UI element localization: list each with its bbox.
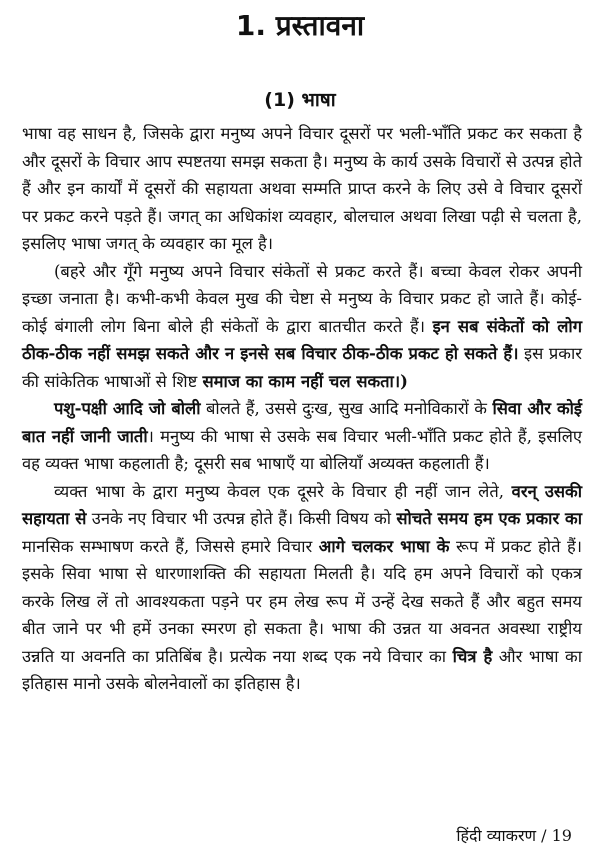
paragraph-4-part-b: वरन् उसकी सहायता से xyxy=(22,481,582,528)
paragraph-3-part-d: । मनुष्य की भाषा से उसके सब विचार भली-भाँति प्रकट होते हैं, इसलिए वह व्यक्त भाषा कहलाती है; दूसरी सब भाषाएँ या बोलियाँ अव्यक्त कहलाती हैं। xyxy=(22,426,583,473)
paragraph-4-part-a: व्यक्त भाषा के द्वारा मनुष्य केवल एक दूसरे के विचार ही नहीं जान लेते, xyxy=(54,481,512,501)
paragraph-1 xyxy=(22,120,582,258)
paragraph-4-part-e: मानसिक सम्भाषण करते हैं, जिससे हमारे विचार xyxy=(22,536,319,556)
paragraph-4-part-i: और भाषा का इतिहास मानो उसके बोलनेवालों का इतिहास है। xyxy=(22,646,582,693)
paragraph-2-part-a: (बहरे और गूँगे मनुष्य अपने विचार संकेतों से प्रकट करते हैं। बच्चा केवल रोकर अपनी इच्छा जनाता है। कभी-कभी केवल मुख की चेष्टा से मनुष्य के विचार प्रकट हो जाते हैं। कोई-कोई बंगाली लोग बिना बोले ही संकेतों के द्वारा बातचीत करते हैं। xyxy=(22,261,582,336)
paragraph-2 xyxy=(22,258,582,396)
paragraph-4 xyxy=(22,478,582,698)
chapter-title: 1. प्रस्तावना xyxy=(235,9,365,42)
paragraph-1-text: भाषा वह साधन है, जिसके द्वारा मनुष्य अपने विचार दूसरों पर भली-भाँति प्रकट कर सकता है और दूसरों के विचार आप स्पष्टतया समझ सकता है। मनुष्य के कार्य उसके विचारों से उत्पन्न होते हैं और इन कार्यों में दूसरों की सहायता अथवा सम्मति प्राप्त करने के लिए उसे वे विचार दूसरों पर प्रकट करने पड़ते हैं। जगत् का अधिकांश व्यवहार, बोलचाल अथवा लिखा पढ़ी से चलता है, इसलिए भाषा जगत् के व्यवहार का मूल है। xyxy=(22,124,582,253)
paragraph-4-part-c: उनके नए विचार भी उत्पन्न होते हैं। किसी विषय को xyxy=(86,509,397,528)
body-text xyxy=(22,120,582,698)
paragraph-2-part-d: समाज का काम नहीं चल सकता।) xyxy=(202,371,408,391)
paragraph-4-part-d: सोचते समय हम एक प्रकार का xyxy=(396,509,582,528)
paragraph-4-part-g: रूप में प्रकट होते हैं। इसके सिवा भाषा से धारणाशक्ति की सहायता मिलती है। यदि हम अपने विचारों को एकत्र करके लिख लें तो आवश्यकता पड़ने पर हम लेख रूप में उन्हें देख सकते हैं और बहुत समय बीत जाने पर भी हमें उनका स्मरण हो सकता है। भाषा की उन्नत या अवनत अवस्था राष्ट्रीय उन्नति या अवनति का प्रतिबिंब है। प्रत्येक नया शब्द एक नये विचार का xyxy=(22,536,583,666)
paragraph-3-part-c: सिवा और कोई बात नहीं जानी जाती xyxy=(22,399,582,446)
paragraph-2-part-c: इस प्रकार की सांकेतिक भाषाओं से शिष्ट xyxy=(22,344,582,391)
paragraph-3 xyxy=(22,395,582,478)
paragraph-3-part-b: बोलते हैं, उससे दुःख, सुख आदि मनोविकारों के xyxy=(200,399,493,418)
paragraph-4-part-h: चित्र है xyxy=(452,646,493,666)
paragraph-4-part-f: आगे चलकर भाषा के xyxy=(318,536,450,556)
paragraph-2-part-b: इन सब संकेतों को लोग ठीक-ठीक नहीं समझ सकते और न इनसे सब विचार ठीक-ठीक प्रकट हो सकते हैं। xyxy=(22,316,583,363)
page-footer: हिंदी व्याकरण / 19 xyxy=(456,826,572,845)
section-title: (1) भाषा xyxy=(264,89,336,111)
paragraph-3-part-a: पशु-पक्षी आदि जो बोली xyxy=(54,399,201,418)
